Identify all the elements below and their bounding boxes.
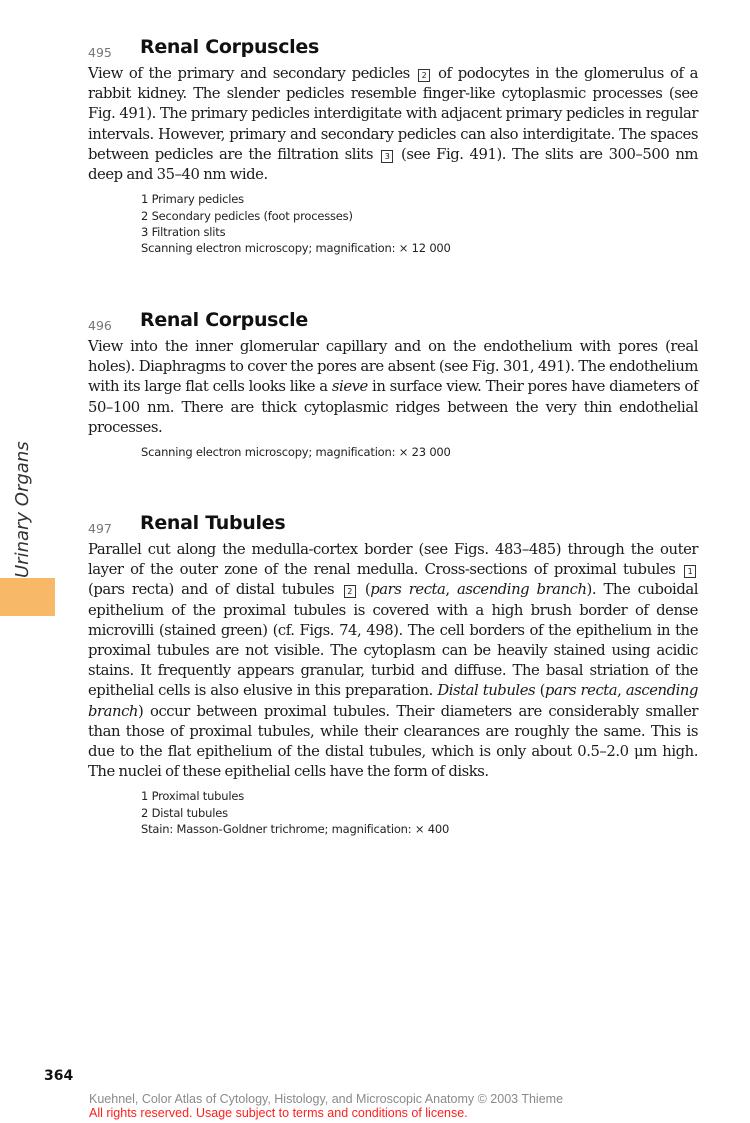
figure-number: 497 — [88, 521, 112, 536]
section-body: View into the inner glomerular capillary and on the endothelium with pores (real holes). Diaphragms to cover the pores are absent (see Fig. 301, 491). The endothelium with its large flat cells looks like a sieve in surface view. Their pores have diameters of 50–100 nm. There are thick cytoplasmic ridges between the very thin endothelial processes. — [88, 338, 698, 436]
italic-term: pars recta — [370, 581, 446, 599]
figure-callout-box: 2 — [418, 69, 430, 82]
section-header — [88, 512, 698, 540]
section-title: Renal Corpuscles — [140, 36, 319, 58]
italic-term: sieve — [331, 378, 368, 396]
copyright-notice: Kuehnel, Color Atlas of Cytology, Histology, and Microscopic Anatomy © 2003 Thieme — [89, 1092, 564, 1106]
figure-number: 496 — [88, 318, 112, 333]
legend-line: 3 Filtration slits — [141, 224, 226, 239]
figure-legend — [141, 191, 698, 256]
section-body: Parallel cut along the medulla-cortex border (see Figs. 483–485) through the outer layer of the outer zone of the renal medulla. Cross-sections of proximal tubules 1 (pars recta) and of distal tubules 2 (pars recta, ascending branch). The cuboidal epithelium of the proximal tubules is covered with a high brush border of dense microvilli (stained green) (cf. Figs. 74, 498). The cell borders of the epithelium in the proximal tubules are not visible. The cytoplasm can be heavily stained using acidic stains. It frequently appears granular, turbid and diffuse. The basal striation of the epithelial cells is also elusive in this preparation. Distal tubules (pars recta, ascending branch) occur between proximal tubules. Their diameters are considerably smaller than those of proximal tubules, while their clearances are roughly the same. This is due to the flat epithelium of the distal tubules, which is only about 0.5–2.0 μm high. The nuclei of these epithelial cells have the form of disks. — [88, 541, 698, 781]
figure-callout-box: 1 — [684, 565, 696, 578]
figure-number: 495 — [88, 45, 112, 60]
figure-section-496 — [88, 309, 698, 460]
section-title: Renal Corpuscle — [140, 309, 308, 331]
section-title: Renal Tubules — [140, 512, 286, 534]
section-header — [88, 309, 698, 337]
page-footer — [89, 1092, 563, 1120]
legend-line: 2 Secondary pedicles (foot processes) — [141, 208, 353, 223]
figure-legend — [141, 444, 698, 460]
legend-line: Stain: Masson-Goldner trichrome; magnification: × 400 — [141, 822, 450, 837]
license-notice: All rights reserved. Usage subject to terms and conditions of license. — [89, 1106, 468, 1120]
page-number: 364 — [44, 1068, 74, 1084]
section-body: View of the primary and secondary pedicles 2 of podocytes in the glomerulus of a rabbit kidney. The slender pedicles resemble finger-like cytoplasmic processes (see Fig. 491). The primary pedicles interdigitate with adjacent primary pedicles in regular intervals. However, primary and secondary pedicles can also interdigitate. The spaces between pedicles are the filtration slits 3 (see Fig. 491). The slits are 300–500 nm deep and 35–40 nm wide. — [88, 65, 699, 184]
legend-line: Scanning electron microscopy; magnification: × 12 000 — [141, 241, 451, 256]
italic-term: ascending branch — [88, 682, 698, 720]
section-header — [88, 36, 698, 64]
legend-line: 2 Distal tubules — [141, 805, 228, 820]
italic-term: pars recta — [544, 682, 618, 700]
section-color-tab — [0, 578, 55, 616]
section-side-label-text: Urinary Organs — [12, 441, 33, 578]
figure-legend — [141, 788, 698, 837]
italic-term: ascending branch — [457, 581, 587, 599]
figure-callout-box: 3 — [381, 150, 393, 163]
legend-line: 1 Proximal tubules — [141, 789, 245, 804]
legend-line: Scanning electron microscopy; magnification: × 23 000 — [141, 445, 451, 460]
figure-section-497 — [88, 512, 698, 837]
figure-callout-box: 2 — [344, 585, 356, 598]
italic-term: Distal tubules — [437, 682, 536, 700]
legend-line: 1 Primary pedicles — [141, 192, 244, 207]
figure-section-495 — [88, 36, 698, 256]
